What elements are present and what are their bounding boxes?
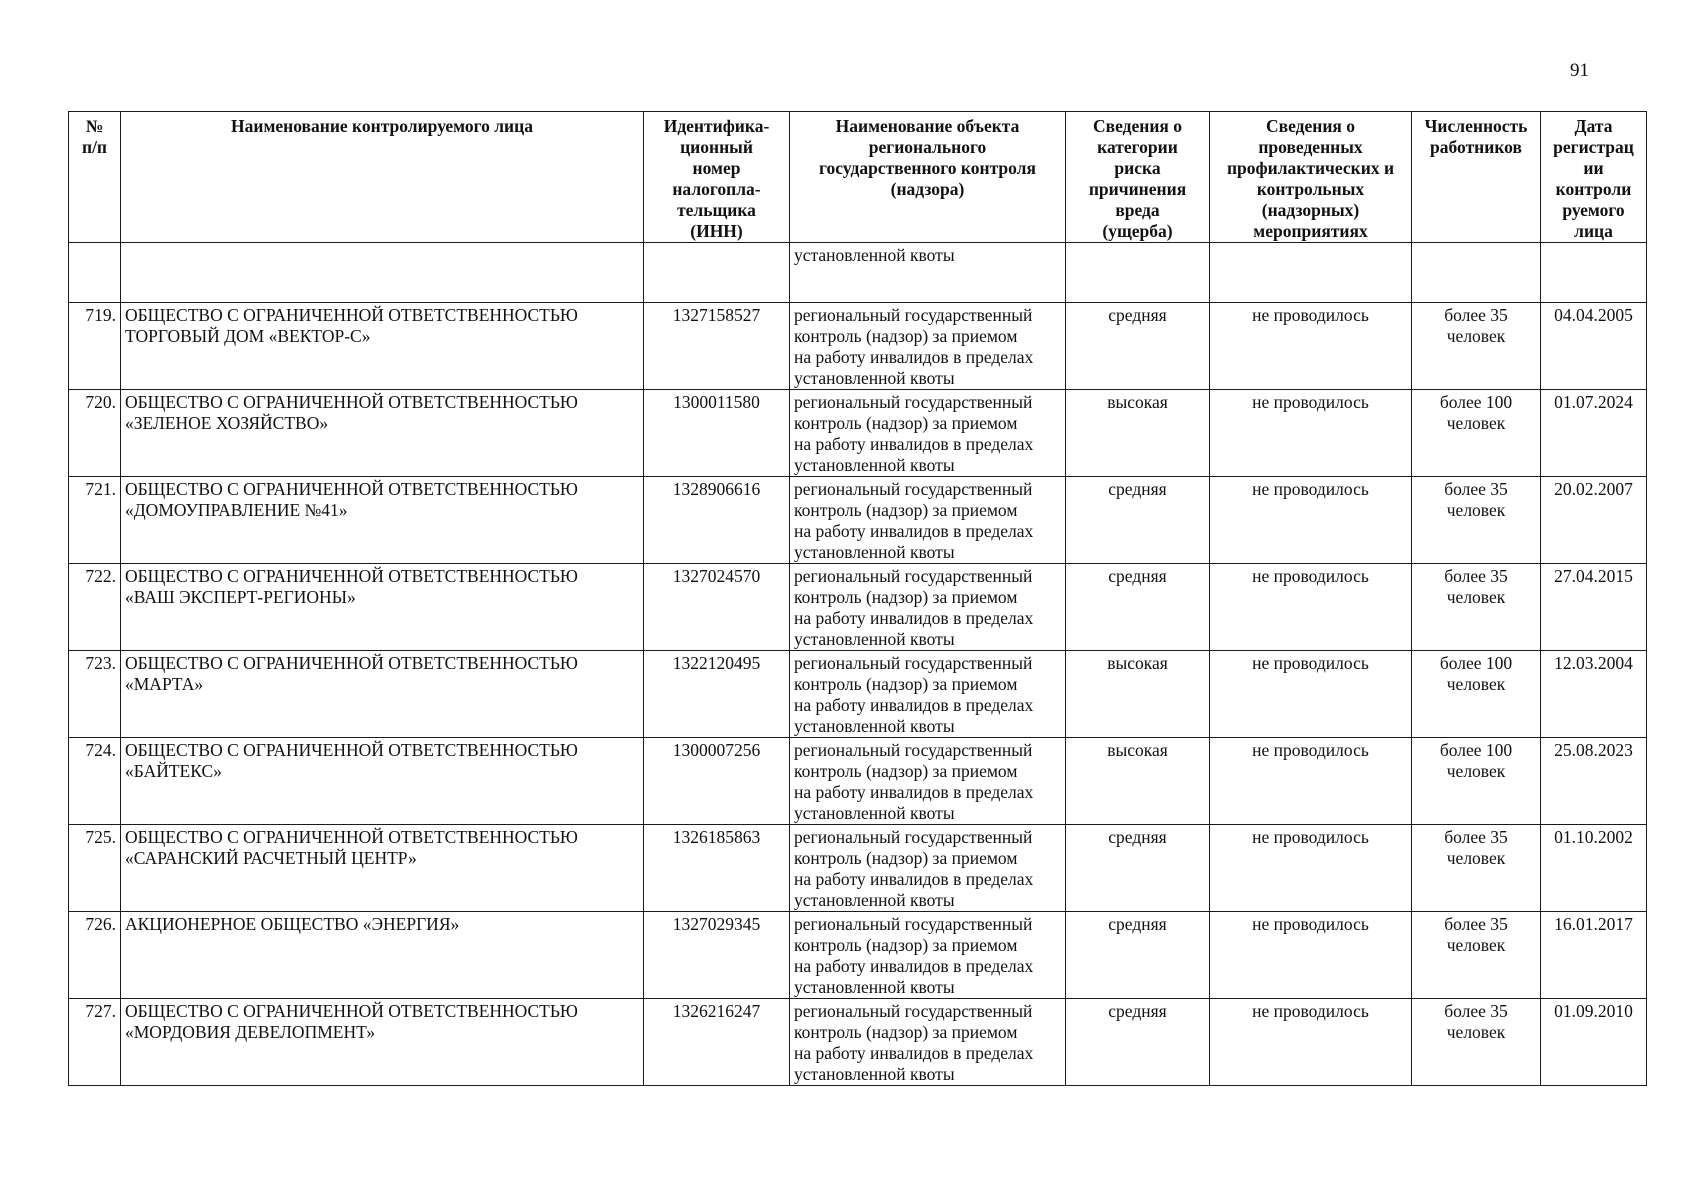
cell-num: 726. [69,912,121,999]
cell-name: АКЦИОНЕРНОЕ ОБЩЕСТВО «ЭНЕРГИЯ» [121,912,644,999]
cell-num [69,243,121,303]
cell-inspections: не проводилось [1210,912,1412,999]
page-number: 91 [1570,60,1589,81]
cell-inn: 1326185863 [644,825,790,912]
cell-staff: более 35 человек [1412,477,1541,564]
cell-inn: 1326216247 [644,999,790,1086]
table-row [69,825,1647,912]
cell-num: 725. [69,825,121,912]
cell-date: 01.09.2010 [1541,999,1647,1086]
cell-risk: средняя [1066,912,1210,999]
cell-object: региональный государственный контроль (надзор) за приемом на работу инвалидов в пределах установленной квоты [790,912,1066,999]
cell-risk [1066,243,1210,303]
cell-name: ОБЩЕСТВО С ОГРАНИЧЕННОЙ ОТВЕТСТВЕННОСТЬЮ «ВАШ ЭКСПЕРТ-РЕГИОНЫ» [121,564,644,651]
cell-staff: более 35 человек [1412,564,1541,651]
cell-inn: 1328906616 [644,477,790,564]
cell-name [121,243,644,303]
table-row [69,303,1647,390]
table-row [69,651,1647,738]
table-row [69,912,1647,999]
cell-risk: средняя [1066,303,1210,390]
cell-inspections: не проводилось [1210,477,1412,564]
cell-staff: более 35 человек [1412,825,1541,912]
header-num: № п/п [69,112,121,243]
cell-staff: более 100 человек [1412,651,1541,738]
cell-object: региональный государственный контроль (надзор) за приемом на работу инвалидов в пределах установленной квоты [790,564,1066,651]
table-row [69,564,1647,651]
cell-object: региональный государственный контроль (надзор) за приемом на работу инвалидов в пределах установленной квоты [790,825,1066,912]
header-risk: Сведения о категории риска причинения вреда (ущерба) [1066,112,1210,243]
header-inn: Идентифика- ционный номер налогопла- тельщика (ИНН) [644,112,790,243]
cell-name: ОБЩЕСТВО С ОГРАНИЧЕННОЙ ОТВЕТСТВЕННОСТЬЮ «МАРТА» [121,651,644,738]
table-header [69,112,1647,243]
cell-num: 727. [69,999,121,1086]
table-row [69,738,1647,825]
cell-name: ОБЩЕСТВО С ОГРАНИЧЕННОЙ ОТВЕТСТВЕННОСТЬЮ «ЗЕЛЕНОЕ ХОЗЯЙСТВО» [121,390,644,477]
cell-date: 25.08.2023 [1541,738,1647,825]
cell-risk: средняя [1066,999,1210,1086]
cell-date [1541,243,1647,303]
cell-object: установленной квоты [790,243,1066,303]
cell-object: региональный государственный контроль (надзор) за приемом на работу инвалидов в пределах установленной квоты [790,999,1066,1086]
cell-risk: высокая [1066,738,1210,825]
cell-risk: высокая [1066,651,1210,738]
header-staff: Численность работников [1412,112,1541,243]
cell-staff: более 100 человек [1412,390,1541,477]
cell-num: 721. [69,477,121,564]
header-row [69,112,1647,243]
cell-object: региональный государственный контроль (надзор) за приемом на работу инвалидов в пределах установленной квоты [790,651,1066,738]
cell-date: 20.02.2007 [1541,477,1647,564]
cell-inn: 1300011580 [644,390,790,477]
cell-name: ОБЩЕСТВО С ОГРАНИЧЕННОЙ ОТВЕТСТВЕННОСТЬЮ «БАЙТЕКС» [121,738,644,825]
cell-object: региональный государственный контроль (надзор) за приемом на работу инвалидов в пределах установленной квоты [790,738,1066,825]
header-date: Дата регистрац ии контроли руемого лица [1541,112,1647,243]
cell-inspections: не проводилось [1210,303,1412,390]
cell-staff: более 35 человек [1412,912,1541,999]
cell-name: ОБЩЕСТВО С ОГРАНИЧЕННОЙ ОТВЕТСТВЕННОСТЬЮ ТОРГОВЫЙ ДОМ «ВЕКТОР-С» [121,303,644,390]
header-name: Наименование контролируемого лица [121,112,644,243]
cell-num: 722. [69,564,121,651]
cell-object: региональный государственный контроль (надзор) за приемом на работу инвалидов в пределах установленной квоты [790,477,1066,564]
cell-date: 16.01.2017 [1541,912,1647,999]
continuation-row [69,243,1647,303]
cell-risk: высокая [1066,390,1210,477]
cell-object: региональный государственный контроль (надзор) за приемом на работу инвалидов в пределах установленной квоты [790,390,1066,477]
cell-inn [644,243,790,303]
cell-inn: 1300007256 [644,738,790,825]
cell-num: 720. [69,390,121,477]
table-row [69,999,1647,1086]
cell-risk: средняя [1066,564,1210,651]
cell-name: ОБЩЕСТВО С ОГРАНИЧЕННОЙ ОТВЕТСТВЕННОСТЬЮ «МОРДОВИЯ ДЕВЕЛОПМЕНТ» [121,999,644,1086]
cell-inspections: не проводилось [1210,390,1412,477]
table-body [69,243,1647,1086]
cell-num: 719. [69,303,121,390]
cell-object: региональный государственный контроль (надзор) за приемом на работу инвалидов в пределах установленной квоты [790,303,1066,390]
cell-name: ОБЩЕСТВО С ОГРАНИЧЕННОЙ ОТВЕТСТВЕННОСТЬЮ «ДОМОУПРАВЛЕНИЕ №41» [121,477,644,564]
cell-staff: более 35 человек [1412,999,1541,1086]
cell-inspections: не проводилось [1210,738,1412,825]
cell-date: 01.07.2024 [1541,390,1647,477]
cell-inspections: не проводилось [1210,825,1412,912]
cell-staff: более 35 человек [1412,303,1541,390]
cell-date: 01.10.2002 [1541,825,1647,912]
cell-inspections [1210,243,1412,303]
cell-name: ОБЩЕСТВО С ОГРАНИЧЕННОЙ ОТВЕТСТВЕННОСТЬЮ «САРАНСКИЙ РАСЧЕТНЫЙ ЦЕНТР» [121,825,644,912]
cell-inn: 1327158527 [644,303,790,390]
cell-inspections: не проводилось [1210,999,1412,1086]
cell-inspections: не проводилось [1210,564,1412,651]
cell-date: 12.03.2004 [1541,651,1647,738]
cell-staff [1412,243,1541,303]
cell-risk: средняя [1066,825,1210,912]
cell-inspections: не проводилось [1210,651,1412,738]
cell-date: 27.04.2015 [1541,564,1647,651]
register-table [68,111,1647,1086]
cell-staff: более 100 человек [1412,738,1541,825]
cell-risk: средняя [1066,477,1210,564]
cell-inn: 1327024570 [644,564,790,651]
header-object: Наименование объекта регионального государственного контроля (надзора) [790,112,1066,243]
cell-date: 04.04.2005 [1541,303,1647,390]
cell-num: 724. [69,738,121,825]
table-row [69,477,1647,564]
table-row [69,390,1647,477]
cell-num: 723. [69,651,121,738]
cell-inn: 1327029345 [644,912,790,999]
cell-inn: 1322120495 [644,651,790,738]
header-inspections: Сведения о проведенных профилактических и контрольных (надзорных) мероприятиях [1210,112,1412,243]
